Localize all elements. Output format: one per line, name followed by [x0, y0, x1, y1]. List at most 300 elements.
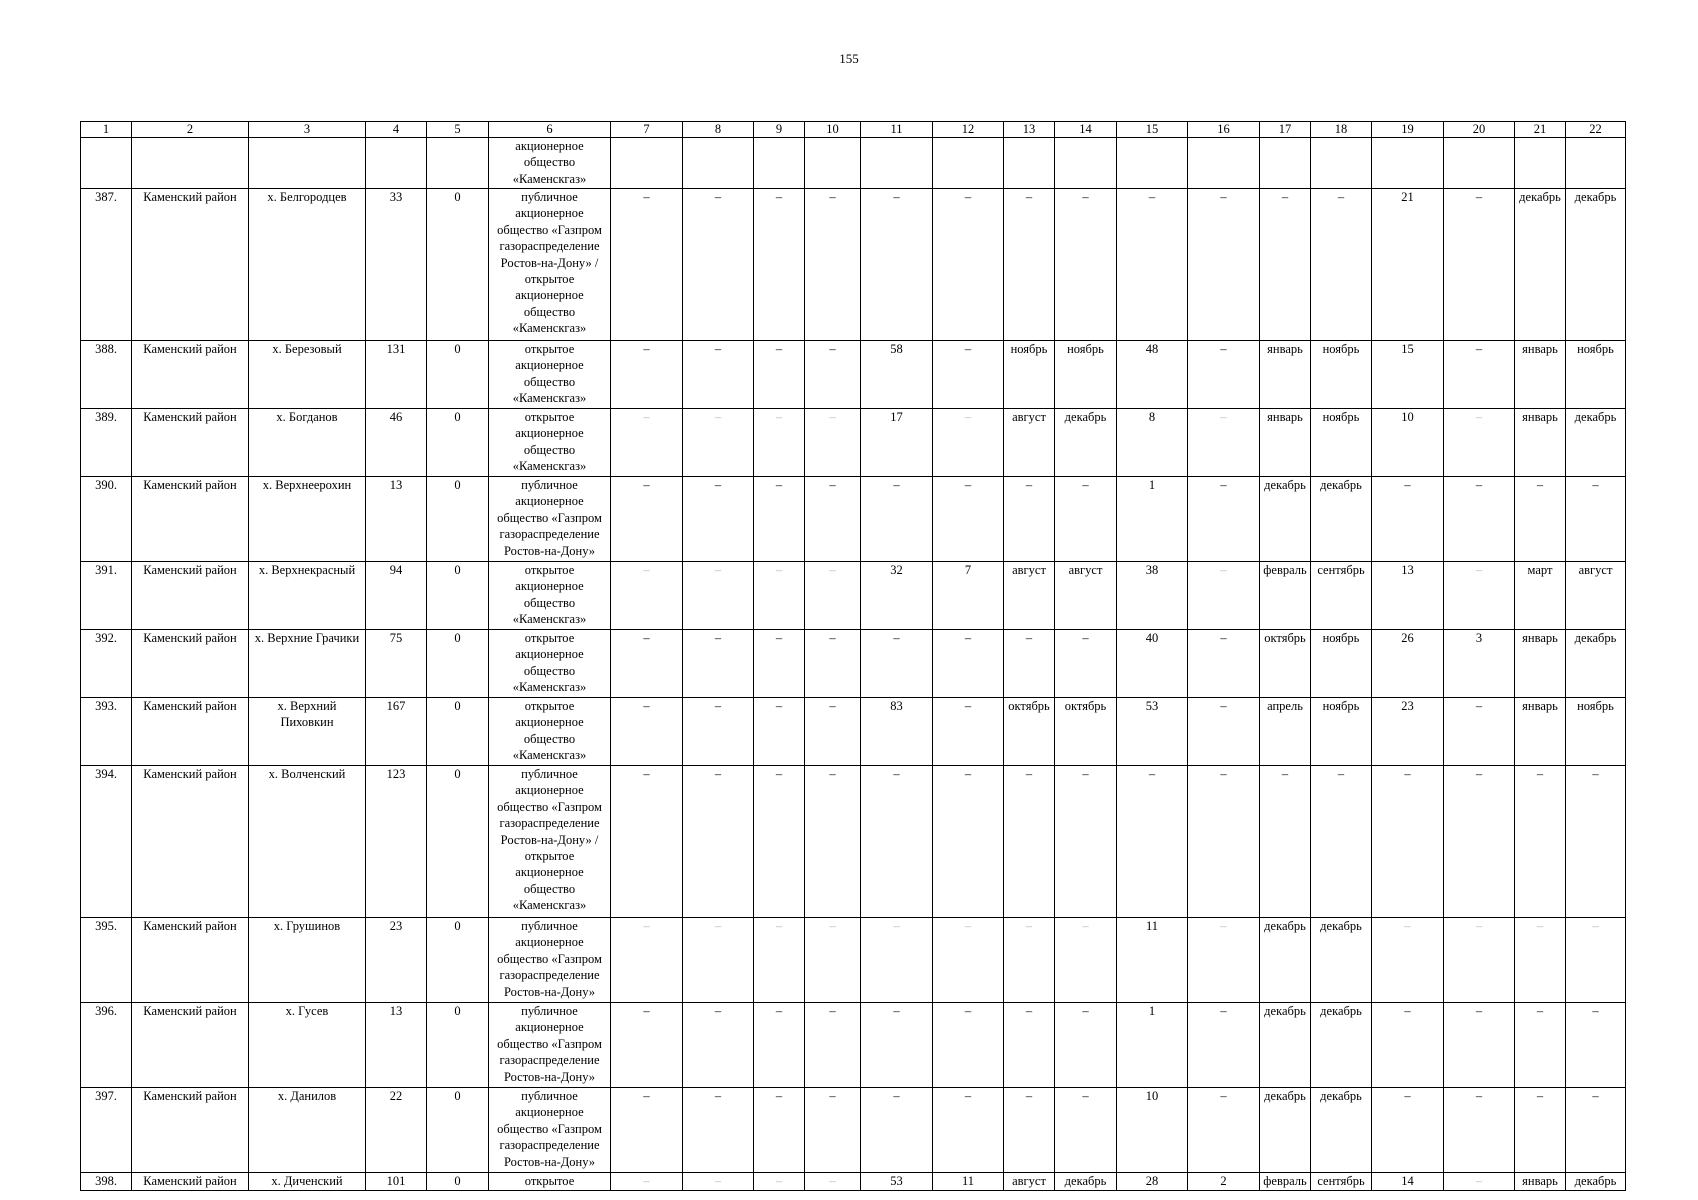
value-cell: 83 [861, 698, 933, 766]
value-cell: – [805, 189, 861, 341]
value-cell: – [683, 1003, 754, 1088]
value-cell: – [1260, 189, 1311, 341]
header-cell: 8 [683, 122, 754, 138]
value-cell: – [611, 698, 683, 766]
header-cell: 16 [1188, 122, 1260, 138]
operator-cell: открытое акционерное общество «Каменскгаз» [489, 698, 611, 766]
value-cell: 10 [1372, 409, 1444, 477]
header-row [81, 122, 1626, 138]
row-number: 389. [81, 409, 132, 477]
value-cell: – [933, 918, 1004, 1003]
value-cell: декабрь [1311, 1088, 1372, 1173]
value-cell: – [1372, 918, 1444, 1003]
value-cell: 11 [933, 1173, 1004, 1191]
row-number: 387. [81, 189, 132, 341]
value-cell: декабрь [1260, 1003, 1311, 1088]
value-cell: – [1004, 1088, 1055, 1173]
value-cell: январь [1515, 630, 1566, 698]
value-cell: – [1188, 630, 1260, 698]
header-cell: 13 [1004, 122, 1055, 138]
table-row [81, 698, 1626, 766]
value-cell: – [1444, 698, 1515, 766]
col4-cell: 13 [366, 477, 427, 562]
row-number: 397. [81, 1088, 132, 1173]
value-cell: – [1055, 766, 1117, 918]
value-cell: – [1444, 1088, 1515, 1173]
value-cell: – [683, 341, 754, 409]
value-cell: февраль [1260, 1173, 1311, 1191]
value-cell: – [933, 1088, 1004, 1173]
value-cell: – [1566, 1088, 1626, 1173]
settlement-cell: х. Волченский [249, 766, 366, 918]
value-cell: – [933, 1003, 1004, 1088]
header-cell: 1 [81, 122, 132, 138]
value-cell: – [683, 698, 754, 766]
district-cell: Каменский район [132, 477, 249, 562]
value-cell: – [1566, 766, 1626, 918]
value-cell: декабрь [1055, 409, 1117, 477]
value-cell: – [754, 477, 805, 562]
col5-cell: 0 [427, 918, 489, 1003]
value-cell: – [1311, 189, 1372, 341]
value-cell: декабрь [1260, 918, 1311, 1003]
row-number: 390. [81, 477, 132, 562]
header-cell: 19 [1372, 122, 1444, 138]
operator-cell: акционерное общество «Каменскгаз» [489, 138, 611, 189]
value-cell: декабрь [1566, 1173, 1626, 1191]
col5-cell: 0 [427, 698, 489, 766]
table-row [81, 766, 1626, 918]
value-cell: – [805, 766, 861, 918]
value-cell: – [611, 1003, 683, 1088]
row-number: 396. [81, 1003, 132, 1088]
value-cell: – [611, 562, 683, 630]
col5-cell: 0 [427, 1173, 489, 1191]
col4-cell: 123 [366, 766, 427, 918]
value-cell: 1 [1117, 477, 1188, 562]
value-cell: – [754, 1088, 805, 1173]
value-cell: – [754, 630, 805, 698]
value-cell: – [805, 918, 861, 1003]
col5-cell: 0 [427, 477, 489, 562]
col4-cell: 167 [366, 698, 427, 766]
value-cell: август [1566, 562, 1626, 630]
table-row [81, 189, 1626, 341]
value-cell: январь [1515, 341, 1566, 409]
col5-cell: 0 [427, 766, 489, 918]
value-cell: декабрь [1566, 630, 1626, 698]
col5-cell: 0 [427, 341, 489, 409]
value-cell: – [805, 1003, 861, 1088]
value-cell: март [1515, 562, 1566, 630]
col4-cell: 101 [366, 1173, 427, 1191]
district-cell: Каменский район [132, 766, 249, 918]
value-cell: ноябрь [1311, 630, 1372, 698]
value-cell: – [754, 918, 805, 1003]
value-cell: октябрь [1004, 698, 1055, 766]
value-cell: – [683, 409, 754, 477]
value-cell: – [861, 1003, 933, 1088]
value-cell: – [1188, 1088, 1260, 1173]
value-cell: – [933, 189, 1004, 341]
table-row [81, 630, 1626, 698]
value-cell: – [1372, 1088, 1444, 1173]
value-cell: – [933, 630, 1004, 698]
header-cell: 10 [805, 122, 861, 138]
operator-cell: открытое акционерное общество «Каменскгаз» [489, 630, 611, 698]
row-number: 388. [81, 341, 132, 409]
value-cell: – [1004, 477, 1055, 562]
value-cell: ноябрь [1311, 409, 1372, 477]
value-cell: 7 [933, 562, 1004, 630]
value-cell: – [805, 1088, 861, 1173]
value-cell: 21 [1372, 189, 1444, 341]
value-cell: ноябрь [1311, 698, 1372, 766]
value-cell: – [611, 1088, 683, 1173]
settlement-cell: х. Диченский [249, 1173, 366, 1191]
value-cell: 32 [861, 562, 933, 630]
settlement-cell: х. Верхнекрасный [249, 562, 366, 630]
value-cell: ноябрь [1566, 698, 1626, 766]
header-cell: 18 [1311, 122, 1372, 138]
value-cell: – [1311, 766, 1372, 918]
operator-cell: публичное акционерное общество «Газпром газораспределение Ростов-на-Дону» [489, 477, 611, 562]
value-cell: – [805, 341, 861, 409]
value-cell: – [1444, 477, 1515, 562]
col4-cell: 33 [366, 189, 427, 341]
header-cell: 7 [611, 122, 683, 138]
value-cell: – [754, 1003, 805, 1088]
value-cell: 14 [1372, 1173, 1444, 1191]
value-cell: – [1566, 918, 1626, 1003]
value-cell: декабрь [1055, 1173, 1117, 1191]
value-cell: 28 [1117, 1173, 1188, 1191]
district-cell: Каменский район [132, 341, 249, 409]
value-cell: – [1372, 1003, 1444, 1088]
district-cell: Каменский район [132, 1173, 249, 1191]
value-cell: 26 [1372, 630, 1444, 698]
value-cell: 10 [1117, 1088, 1188, 1173]
value-cell: – [933, 341, 1004, 409]
value-cell: – [611, 189, 683, 341]
value-cell: – [1188, 1003, 1260, 1088]
header-cell: 20 [1444, 122, 1515, 138]
table-row [81, 409, 1626, 477]
value-cell: 17 [861, 409, 933, 477]
value-cell: – [683, 1173, 754, 1191]
value-cell: 1 [1117, 1003, 1188, 1088]
gasification-table [80, 121, 1626, 1191]
col4-cell: 131 [366, 341, 427, 409]
value-cell: 8 [1117, 409, 1188, 477]
value-cell: – [1055, 918, 1117, 1003]
table-row [81, 1088, 1626, 1173]
table-row [81, 918, 1626, 1003]
value-cell: – [1566, 477, 1626, 562]
value-cell: – [1188, 189, 1260, 341]
value-cell: – [683, 630, 754, 698]
value-cell: – [1444, 918, 1515, 1003]
value-cell: 38 [1117, 562, 1188, 630]
value-cell: 48 [1117, 341, 1188, 409]
value-cell: – [1055, 189, 1117, 341]
settlement-cell: х. Березовый [249, 341, 366, 409]
operator-cell: публичное акционерное общество «Газпром газораспределение Ростов-на-Дону» [489, 1003, 611, 1088]
value-cell: – [754, 698, 805, 766]
value-cell: ноябрь [1004, 341, 1055, 409]
col4-cell: 13 [366, 1003, 427, 1088]
col4-cell: 22 [366, 1088, 427, 1173]
operator-cell: публичное акционерное общество «Газпром газораспределение Ростов-на-Дону» / открытое акционерное общество «Каменскгаз» [489, 766, 611, 918]
table-row [81, 477, 1626, 562]
value-cell: – [1372, 477, 1444, 562]
value-cell: – [1372, 766, 1444, 918]
header-cell: 22 [1566, 122, 1626, 138]
row-number: 392. [81, 630, 132, 698]
value-cell: – [1117, 766, 1188, 918]
value-cell: декабрь [1566, 189, 1626, 341]
operator-cell: публичное акционерное общество «Газпром газораспределение Ростов-на-Дону» / открытое акционерное общество «Каменскгаз» [489, 189, 611, 341]
value-cell: – [1055, 1003, 1117, 1088]
col4-cell: 75 [366, 630, 427, 698]
header-cell: 2 [132, 122, 249, 138]
value-cell: – [1004, 766, 1055, 918]
value-cell: август [1004, 409, 1055, 477]
row-number: 395. [81, 918, 132, 1003]
value-cell: декабрь [1515, 189, 1566, 341]
col5-cell: 0 [427, 630, 489, 698]
value-cell: – [754, 562, 805, 630]
value-cell: январь [1260, 341, 1311, 409]
district-cell: Каменский район [132, 698, 249, 766]
row-number: 393. [81, 698, 132, 766]
header-cell: 4 [366, 122, 427, 138]
value-cell: – [1188, 766, 1260, 918]
col4-cell: 94 [366, 562, 427, 630]
value-cell: 13 [1372, 562, 1444, 630]
col5-cell: 0 [427, 1088, 489, 1173]
value-cell: ноябрь [1566, 341, 1626, 409]
value-cell: – [683, 562, 754, 630]
value-cell: октябрь [1260, 630, 1311, 698]
value-cell: сентябрь [1311, 1173, 1372, 1191]
value-cell: август [1004, 562, 1055, 630]
value-cell: – [805, 409, 861, 477]
district-cell: Каменский район [132, 409, 249, 477]
value-cell: 11 [1117, 918, 1188, 1003]
value-cell: 3 [1444, 630, 1515, 698]
operator-cell: открытое акционерное общество «Каменскгаз» [489, 409, 611, 477]
value-cell: – [805, 698, 861, 766]
header-cell: 14 [1055, 122, 1117, 138]
value-cell: – [805, 562, 861, 630]
page-number: 155 [839, 51, 859, 66]
value-cell: – [1566, 1003, 1626, 1088]
value-cell: – [1515, 1003, 1566, 1088]
value-cell: – [1444, 562, 1515, 630]
operator-cell: публичное акционерное общество «Газпром газораспределение Ростов-на-Дону» [489, 1088, 611, 1173]
value-cell: – [933, 409, 1004, 477]
value-cell: октябрь [1055, 698, 1117, 766]
table-row [81, 1173, 1626, 1191]
value-cell: – [1188, 477, 1260, 562]
header-cell: 11 [861, 122, 933, 138]
value-cell: январь [1515, 1173, 1566, 1191]
header-cell: 6 [489, 122, 611, 138]
value-cell: – [683, 477, 754, 562]
value-cell: – [683, 189, 754, 341]
value-cell: сентябрь [1311, 562, 1372, 630]
value-cell: декабрь [1260, 1088, 1311, 1173]
value-cell: – [754, 1173, 805, 1191]
value-cell: декабрь [1311, 1003, 1372, 1088]
value-cell: – [1188, 562, 1260, 630]
value-cell: 2 [1188, 1173, 1260, 1191]
district-cell: Каменский район [132, 562, 249, 630]
operator-cell: открытое акционерное общество «Каменскгаз» [489, 341, 611, 409]
value-cell: – [1444, 341, 1515, 409]
value-cell: – [933, 477, 1004, 562]
value-cell: – [611, 409, 683, 477]
value-cell: – [1188, 341, 1260, 409]
header-cell: 3 [249, 122, 366, 138]
value-cell: ноябрь [1311, 341, 1372, 409]
operator-cell: открытое [489, 1173, 611, 1191]
value-cell: декабрь [1311, 918, 1372, 1003]
value-cell: – [1117, 189, 1188, 341]
value-cell: – [1515, 918, 1566, 1003]
value-cell: – [683, 918, 754, 1003]
settlement-cell: х. Гусев [249, 1003, 366, 1088]
value-cell: – [933, 766, 1004, 918]
value-cell: – [1444, 189, 1515, 341]
header-cell: 21 [1515, 122, 1566, 138]
value-cell: – [1444, 409, 1515, 477]
value-cell: – [1515, 766, 1566, 918]
settlement-cell: х. Верхние Грачики [249, 630, 366, 698]
value-cell: – [861, 918, 933, 1003]
value-cell: 23 [1372, 698, 1444, 766]
value-cell: – [1004, 189, 1055, 341]
col5-cell: 0 [427, 1003, 489, 1088]
value-cell: – [1055, 1088, 1117, 1173]
value-cell: 53 [1117, 698, 1188, 766]
value-cell: апрель [1260, 698, 1311, 766]
value-cell: – [611, 630, 683, 698]
header-cell: 12 [933, 122, 1004, 138]
value-cell: декабрь [1311, 477, 1372, 562]
value-cell: – [1515, 1088, 1566, 1173]
settlement-cell: х. Богданов [249, 409, 366, 477]
district-cell: Каменский район [132, 189, 249, 341]
value-cell: – [1188, 918, 1260, 1003]
settlement-cell: х. Грушинов [249, 918, 366, 1003]
value-cell: – [861, 477, 933, 562]
value-cell: – [1444, 1003, 1515, 1088]
value-cell: – [1004, 918, 1055, 1003]
district-cell: Каменский район [132, 630, 249, 698]
col4-cell: 23 [366, 918, 427, 1003]
value-cell: 58 [861, 341, 933, 409]
value-cell: – [805, 630, 861, 698]
header-cell: 9 [754, 122, 805, 138]
row-number: 394. [81, 766, 132, 918]
settlement-cell: х. Верхнеерохин [249, 477, 366, 562]
value-cell: август [1004, 1173, 1055, 1191]
value-cell: – [1444, 1173, 1515, 1191]
col5-cell: 0 [427, 409, 489, 477]
district-cell: Каменский район [132, 918, 249, 1003]
settlement-cell: х. Верхний Пиховкин [249, 698, 366, 766]
header-cell: 17 [1260, 122, 1311, 138]
value-cell: – [861, 630, 933, 698]
value-cell: – [933, 698, 1004, 766]
value-cell: – [754, 409, 805, 477]
settlement-cell: х. Белгородцев [249, 189, 366, 341]
value-cell: 15 [1372, 341, 1444, 409]
value-cell: – [1004, 1003, 1055, 1088]
value-cell: – [1188, 698, 1260, 766]
value-cell: январь [1515, 409, 1566, 477]
value-cell: – [861, 189, 933, 341]
value-cell: – [1515, 477, 1566, 562]
row-number: 391. [81, 562, 132, 630]
table-row [81, 562, 1626, 630]
value-cell: – [611, 477, 683, 562]
value-cell: – [805, 477, 861, 562]
operator-cell: открытое акционерное общество «Каменскгаз» [489, 562, 611, 630]
value-cell: февраль [1260, 562, 1311, 630]
value-cell: январь [1260, 409, 1311, 477]
value-cell: – [611, 1173, 683, 1191]
col4-cell: 46 [366, 409, 427, 477]
value-cell: 53 [861, 1173, 933, 1191]
header-cell: 5 [427, 122, 489, 138]
value-cell: ноябрь [1055, 341, 1117, 409]
value-cell: – [805, 1173, 861, 1191]
continuation-row [81, 138, 1626, 189]
value-cell: – [861, 1088, 933, 1173]
settlement-cell: х. Данилов [249, 1088, 366, 1173]
value-cell: – [754, 341, 805, 409]
value-cell: январь [1515, 698, 1566, 766]
header-cell: 15 [1117, 122, 1188, 138]
value-cell: – [754, 189, 805, 341]
value-cell: – [754, 766, 805, 918]
row-number: 398. [81, 1173, 132, 1191]
value-cell: – [683, 766, 754, 918]
value-cell: – [611, 918, 683, 1003]
value-cell: – [1055, 477, 1117, 562]
col5-cell: 0 [427, 189, 489, 341]
value-cell: – [1188, 409, 1260, 477]
operator-cell: публичное акционерное общество «Газпром газораспределение Ростов-на-Дону» [489, 918, 611, 1003]
value-cell: декабрь [1566, 409, 1626, 477]
col5-cell: 0 [427, 562, 489, 630]
value-cell: август [1055, 562, 1117, 630]
value-cell: – [683, 1088, 754, 1173]
district-cell: Каменский район [132, 1088, 249, 1173]
value-cell: – [1055, 630, 1117, 698]
value-cell: – [861, 766, 933, 918]
table-row [81, 341, 1626, 409]
value-cell: – [1444, 766, 1515, 918]
table-row [81, 1003, 1626, 1088]
value-cell: декабрь [1260, 477, 1311, 562]
value-cell: – [1004, 630, 1055, 698]
district-cell: Каменский район [132, 1003, 249, 1088]
value-cell: – [611, 341, 683, 409]
